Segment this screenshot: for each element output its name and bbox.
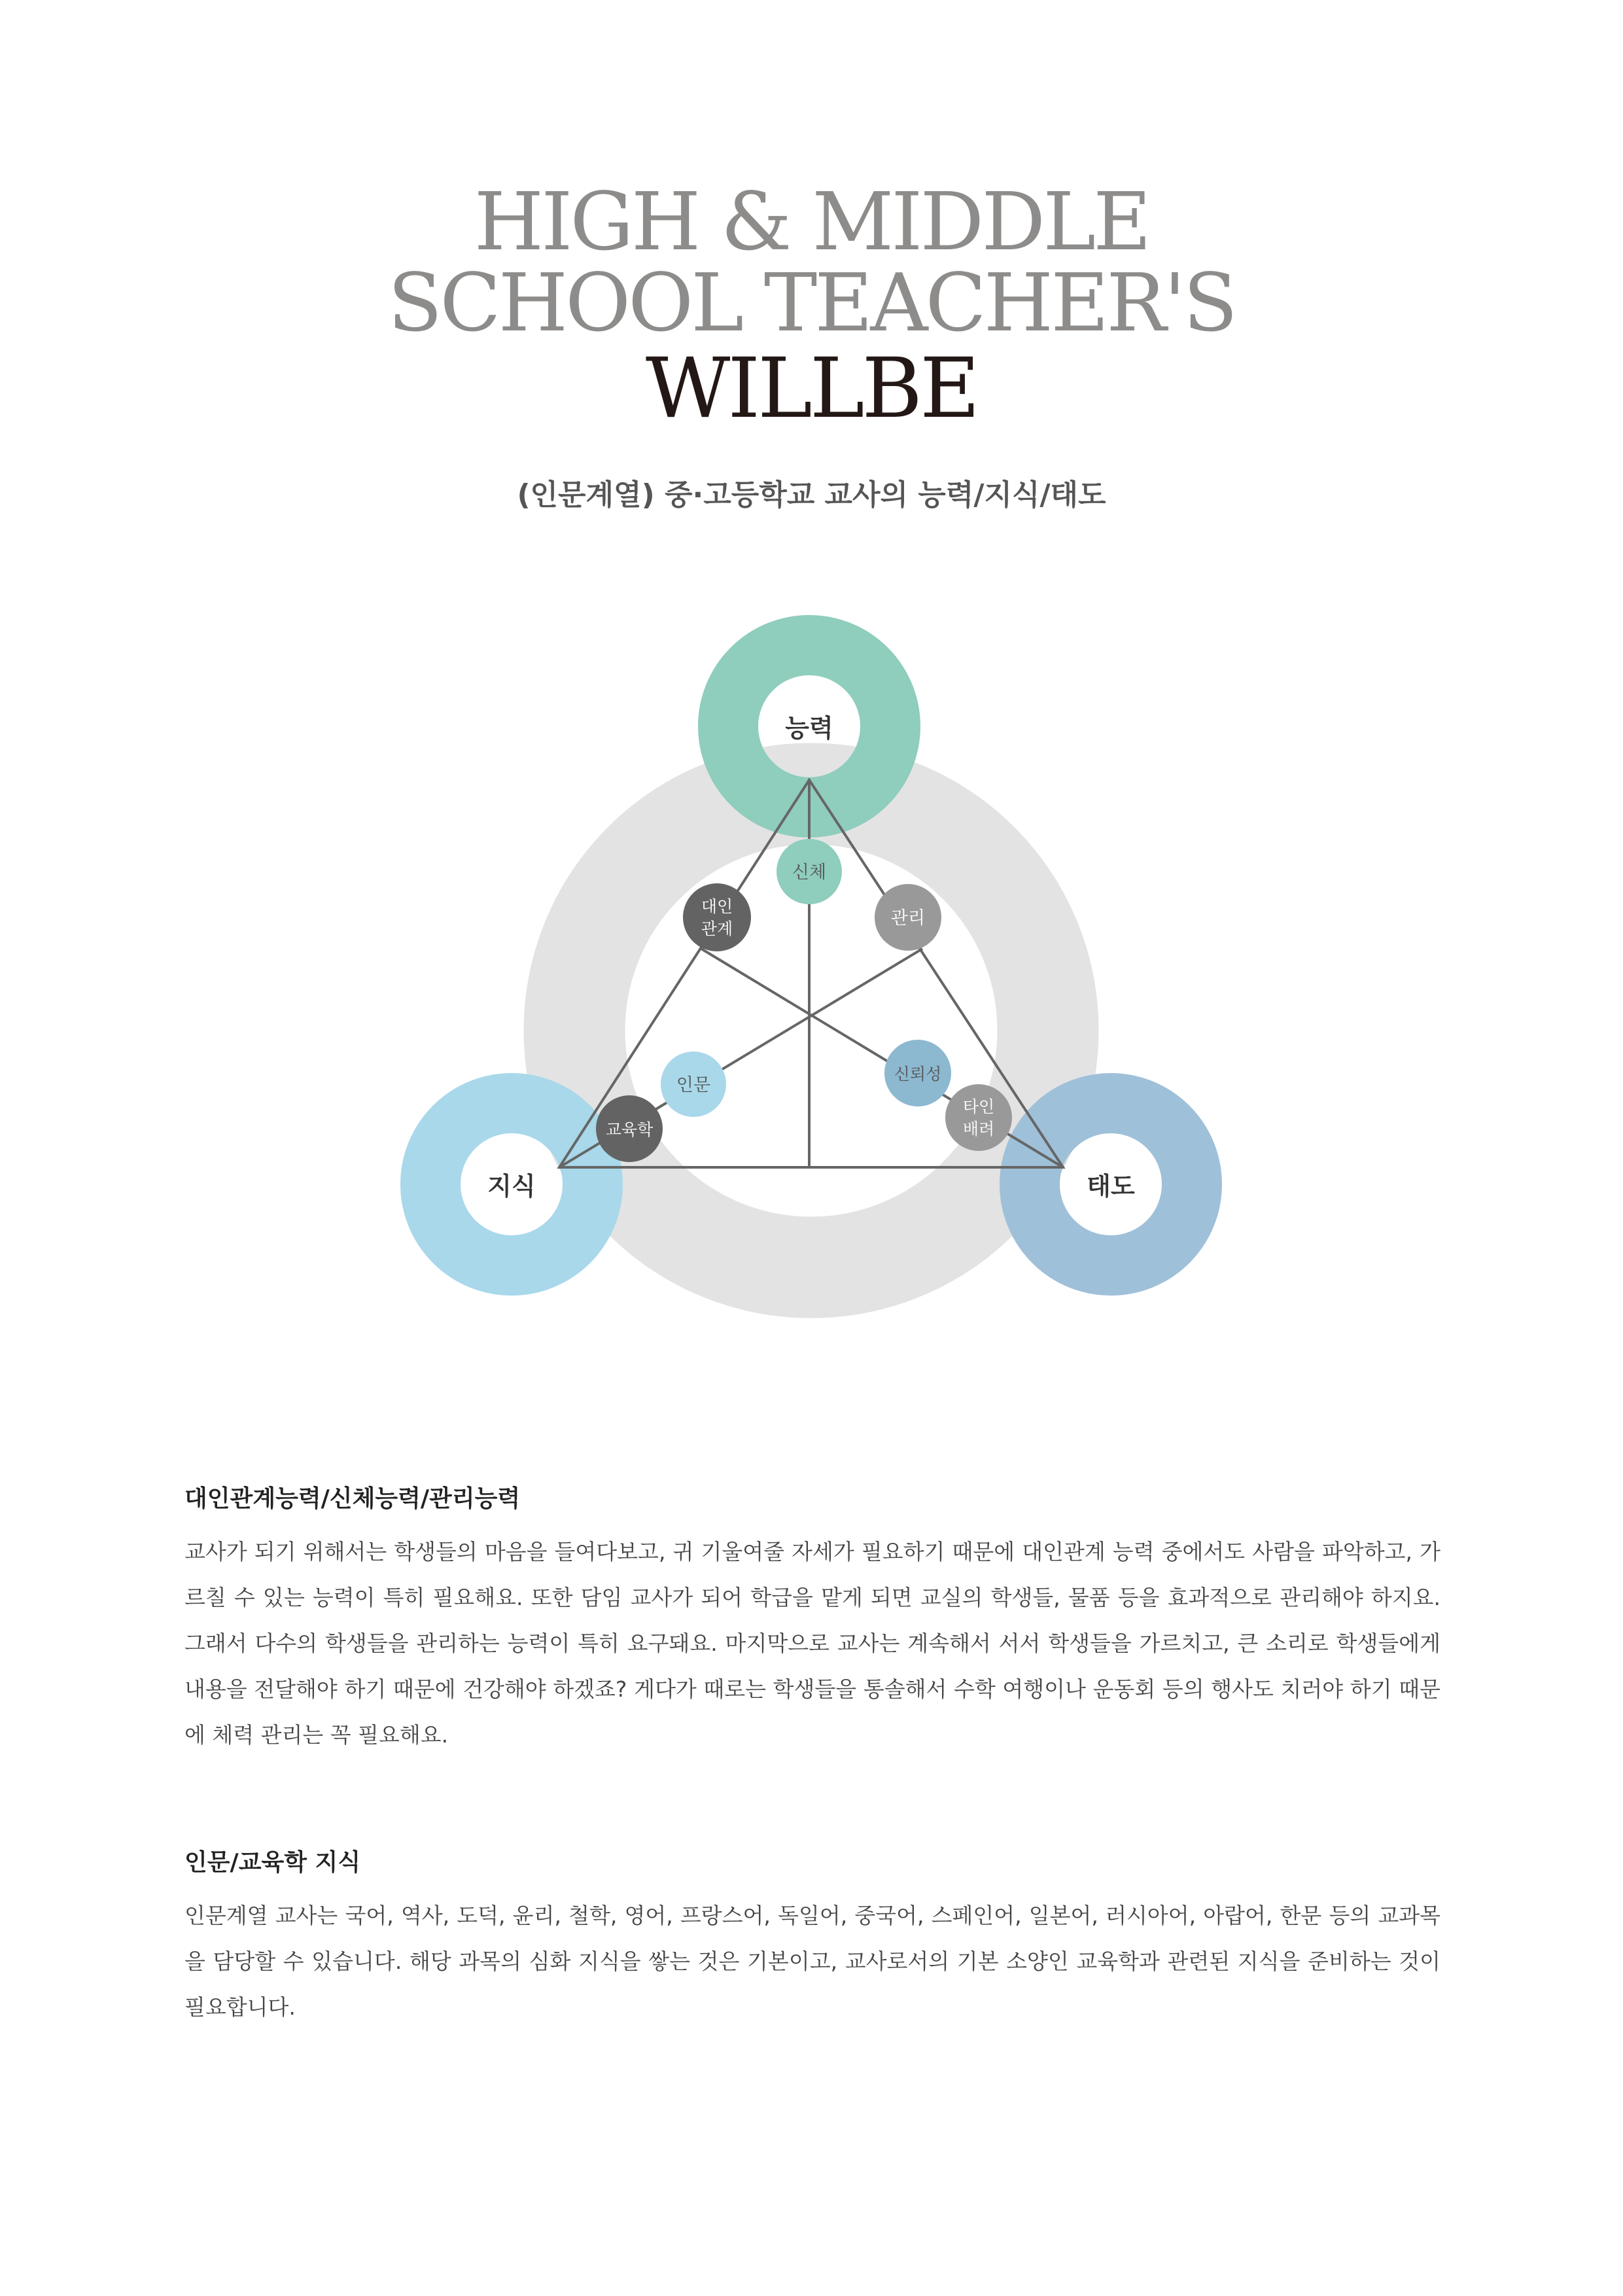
section-knowledge (184, 1844, 1440, 2030)
body-label: 신체 (792, 862, 827, 883)
interpersonal-label-1: 대인 (701, 897, 733, 916)
section-title: 대인관계능력/신체능력/관리능력 (184, 1485, 521, 1512)
interpersonal-label-2: 관계 (701, 919, 733, 938)
section-body: 교사가 되기 위해서는 학생들의 마음을 들여다보고, 귀 기울여줄 자세가 필요하기 때문에 대인관계 능력 중에서도 사람을 파악하고, 가르칠 수 있는 능력이 특히 필요해요. 또한 담임 교사가 되어 학급을 맡게 되면 교실의 학생들, 물품 등을 효과적으로 관리해야 하지요. 그래서 다수의 학생들을 관리하는 능력이 특히 요구돼요. 마지막으로 교사는 계속해서 서서 학생들을 가르치고, 큰 소리로 학생들에게 내용을 전달해야 하기 때문에 건강해야 하겠죠? 게다가 때로는 학생들을 통솔해서 수학 여행이나 운동회 등의 행사도 치러야 하기 때문에 체력 관리는 꼭 필요해요. (184, 1539, 1440, 1748)
pedagogy-label: 교육학 (605, 1120, 654, 1139)
consideration-label-1: 타인 (962, 1097, 995, 1116)
knowledge-label: 지식 (487, 1172, 536, 1201)
consideration-label-2: 배려 (962, 1120, 995, 1139)
title-line-1: HIGH & MIDDLE (474, 175, 1149, 268)
attitude-label: 태도 (1087, 1172, 1135, 1201)
interpersonal-node (683, 883, 751, 951)
section-body: 인문계열 교사는 국어, 역사, 도덕, 윤리, 철학, 영어, 프랑스어, 독일어, 중국어, 스페인어, 일본어, 러시아어, 아랍어, 한문 등의 교과목을 담당할 수 있습니다. 해당 과목의 심화 지식을 쌓는 것은 기본이고, 교사로서의 기본 소양인 교육학과 관련된 지식을 준비하는 것이 필요합니다. (184, 1903, 1440, 2020)
management-label: 관리 (890, 908, 926, 928)
trust-label: 신뢰성 (894, 1065, 942, 1084)
title-line-2: SCHOOL TEACHER'S (387, 256, 1236, 349)
page-subtitle: (인문계열) 중·고등학교 교사의 능력/지식/태도 (517, 478, 1106, 512)
title-line-3: WILLBE (645, 340, 978, 436)
humanities-label: 인문 (676, 1075, 711, 1095)
consideration-node (945, 1084, 1012, 1151)
section-ability (184, 1480, 1440, 1758)
section-title: 인문/교육학 지식 (184, 1849, 361, 1876)
ability-label: 능력 (785, 714, 833, 743)
